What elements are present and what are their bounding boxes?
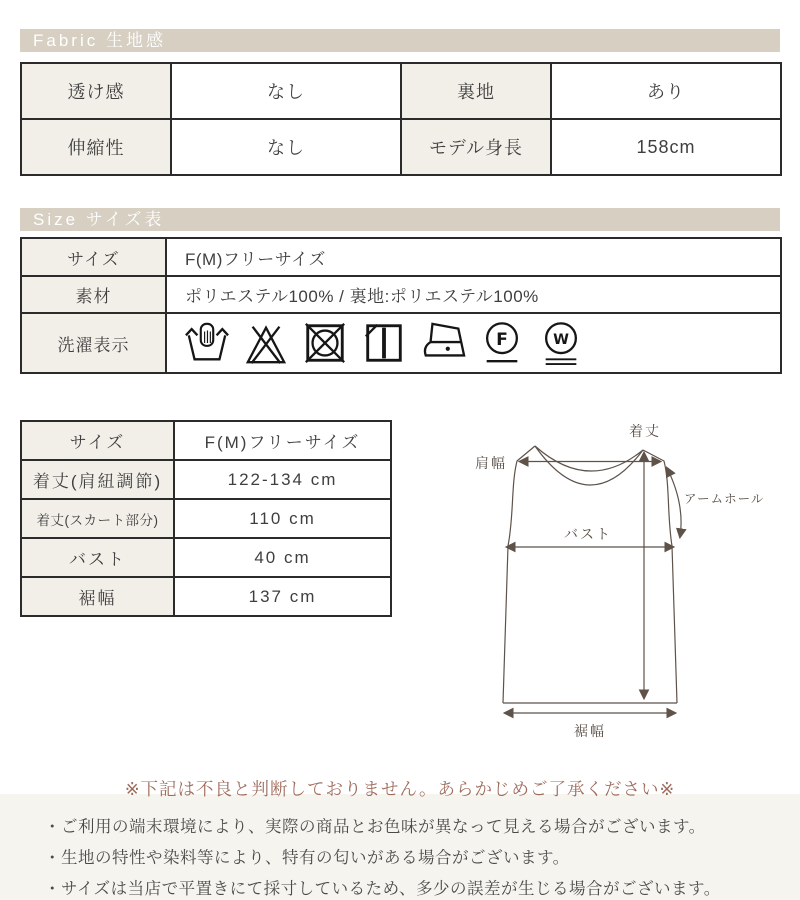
size-section-title: Size サイズ表 xyxy=(20,208,780,231)
disclaimer-box xyxy=(0,794,800,900)
dry-clean-f-icon xyxy=(479,320,525,366)
hang-dry-in-shade-icon xyxy=(361,320,407,366)
back-neckline xyxy=(535,446,643,471)
table-row xyxy=(21,238,781,276)
care-label: 洗濯表示 xyxy=(21,313,166,373)
fabric-label-lining: 裏地 xyxy=(401,63,551,119)
fabric-value-stretch: なし xyxy=(171,119,401,175)
fabric-value-model-height: 158cm xyxy=(551,119,781,175)
measure-label-length-strap: 着丈(肩紐調節) xyxy=(21,460,174,499)
table-row xyxy=(21,538,391,577)
shoulder-label: 肩幅 xyxy=(475,455,507,471)
wet-clean-w-icon xyxy=(538,320,584,366)
table-row xyxy=(21,63,781,119)
size-value: F(M)フリーサイズ xyxy=(166,238,781,276)
table-row xyxy=(21,276,781,313)
hem-label: 裾幅 xyxy=(574,723,606,739)
size-info-table xyxy=(20,237,782,374)
material-label: 素材 xyxy=(21,276,166,313)
fabric-label-sheerness: 透け感 xyxy=(21,63,171,119)
size-label: サイズ xyxy=(21,238,166,276)
fabric-label-model-height: モデル身長 xyxy=(401,119,551,175)
bust-label: バスト xyxy=(564,526,612,542)
measurements-table xyxy=(20,420,392,617)
fabric-value-lining: あり xyxy=(551,63,781,119)
measure-value-length-skirt: 110 cm xyxy=(174,499,391,538)
table-row xyxy=(21,460,391,499)
table-row xyxy=(21,421,391,460)
measure-label-bust: バスト xyxy=(21,538,174,577)
disclaimer-headline: ※下記は不良と判断しておりません。あらかじめご了承ください※ xyxy=(124,779,676,799)
table-row xyxy=(21,119,781,175)
measure-label-hem: 裾幅 xyxy=(21,577,174,616)
do-not-tumble-dry-icon xyxy=(302,320,348,366)
do-not-bleach-icon xyxy=(243,320,289,366)
care-symbols-row xyxy=(168,320,779,366)
measure-label-length-skirt: 着丈(スカート部分) xyxy=(21,499,174,538)
care-symbols-cell xyxy=(166,313,781,373)
fabric-label-stretch: 伸縮性 xyxy=(21,119,171,175)
measure-value-size: F(M)フリーサイズ xyxy=(174,421,391,460)
measure-label-size: サイズ xyxy=(21,421,174,460)
disclaimer-item: ・生地の特性や染料等により、特有の匂いがある場合がございます。 xyxy=(44,849,570,867)
wet-clean-letter: W xyxy=(553,331,569,348)
fabric-table xyxy=(20,62,782,176)
fabric-section-title: Fabric 生地感 xyxy=(20,29,780,52)
fabric-value-sheerness: なし xyxy=(171,63,401,119)
table-row xyxy=(21,577,391,616)
armhole-arrow xyxy=(667,468,681,537)
dry-clean-letter: F xyxy=(496,329,508,350)
table-row xyxy=(21,499,391,538)
front-neckline xyxy=(535,446,643,485)
iron-low-heat-icon xyxy=(420,320,466,366)
right-side xyxy=(643,450,677,703)
disclaimer-item: ・ご利用の端末環境により、実際の商品とお色味が異なって見える場合がございます。 xyxy=(44,818,706,836)
length-label: 着丈 xyxy=(629,423,661,439)
material-value: ポリエステル100% / 裏地:ポリエステル100% xyxy=(166,276,781,313)
measure-value-bust: 40 cm xyxy=(174,538,391,577)
measure-value-hem: 137 cm xyxy=(174,577,391,616)
garment-measurement-diagram xyxy=(440,400,790,750)
measure-value-length-strap: 122-134 cm xyxy=(174,460,391,499)
armhole-label: アームホール xyxy=(684,492,765,506)
hand-wash-icon xyxy=(184,320,230,366)
disclaimer-item: ・サイズは当店で平置きにて採寸しているため、多少の誤差が生じる場合がございます。 xyxy=(44,880,721,898)
left-side xyxy=(503,446,535,703)
table-row xyxy=(21,313,781,373)
